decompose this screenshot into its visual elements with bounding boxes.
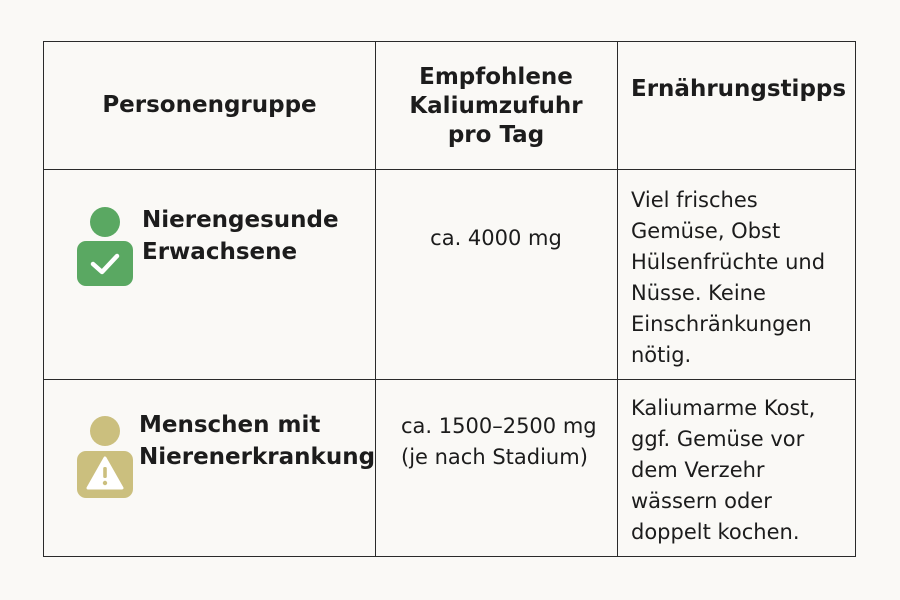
row-tips-line: Hülsenfrüchte und xyxy=(631,250,826,274)
row-group-line: Erwachsene xyxy=(142,239,298,265)
row-divider xyxy=(44,379,855,380)
header-intake-line: pro Tag xyxy=(447,121,545,148)
row-tips-line: doppelt kochen. xyxy=(631,520,800,544)
row-intake-cell xyxy=(401,411,617,473)
row-divider xyxy=(44,169,855,170)
row-group-cell xyxy=(142,204,339,268)
header-cell-group xyxy=(44,42,375,169)
header-group-line: Personengruppe xyxy=(102,92,317,118)
row-tips-line: dem Verzehr xyxy=(631,458,765,482)
row-tips-line: ggf. Gemüse vor xyxy=(631,427,805,451)
potassium-intake-table xyxy=(43,41,856,557)
header-cell-intake xyxy=(375,52,617,160)
row-intake-line: ca. 4000 mg xyxy=(430,226,562,250)
row-tips-line: Viel frisches xyxy=(631,188,758,212)
row-group-line: Nierengesunde xyxy=(142,207,339,233)
row-tips-line: Kaliumarme Kost, xyxy=(631,396,816,420)
row-tips-cell xyxy=(631,185,853,371)
header-intake-line: Empfohlene xyxy=(419,63,573,90)
row-intake-line: (je nach Stadium) xyxy=(401,445,588,469)
header-cell-tips xyxy=(631,75,857,104)
row-group-cell xyxy=(139,409,375,473)
row-tips-line: Einschränkungen xyxy=(631,312,812,336)
row-tips-line: nötig. xyxy=(631,343,692,367)
row-tips-line: Gemüse, Obst xyxy=(631,219,781,243)
row-group-line: Nierenerkrankung xyxy=(139,444,376,470)
row-tips-cell xyxy=(631,393,853,548)
person-warning-icon xyxy=(75,414,135,500)
row-intake-line: ca. 1500–2500 mg xyxy=(401,414,597,438)
row-tips-line: Nüsse. Keine xyxy=(631,281,766,305)
row-tips-line: wässern oder xyxy=(631,489,772,513)
column-divider xyxy=(617,42,618,556)
row-intake-cell xyxy=(375,223,617,254)
header-tips-line: Ernährungstipps xyxy=(631,76,847,102)
row-group-line: Menschen mit xyxy=(139,412,321,438)
header-intake-line: Kaliumzufuhr xyxy=(409,92,583,119)
person-check-icon xyxy=(75,205,135,289)
